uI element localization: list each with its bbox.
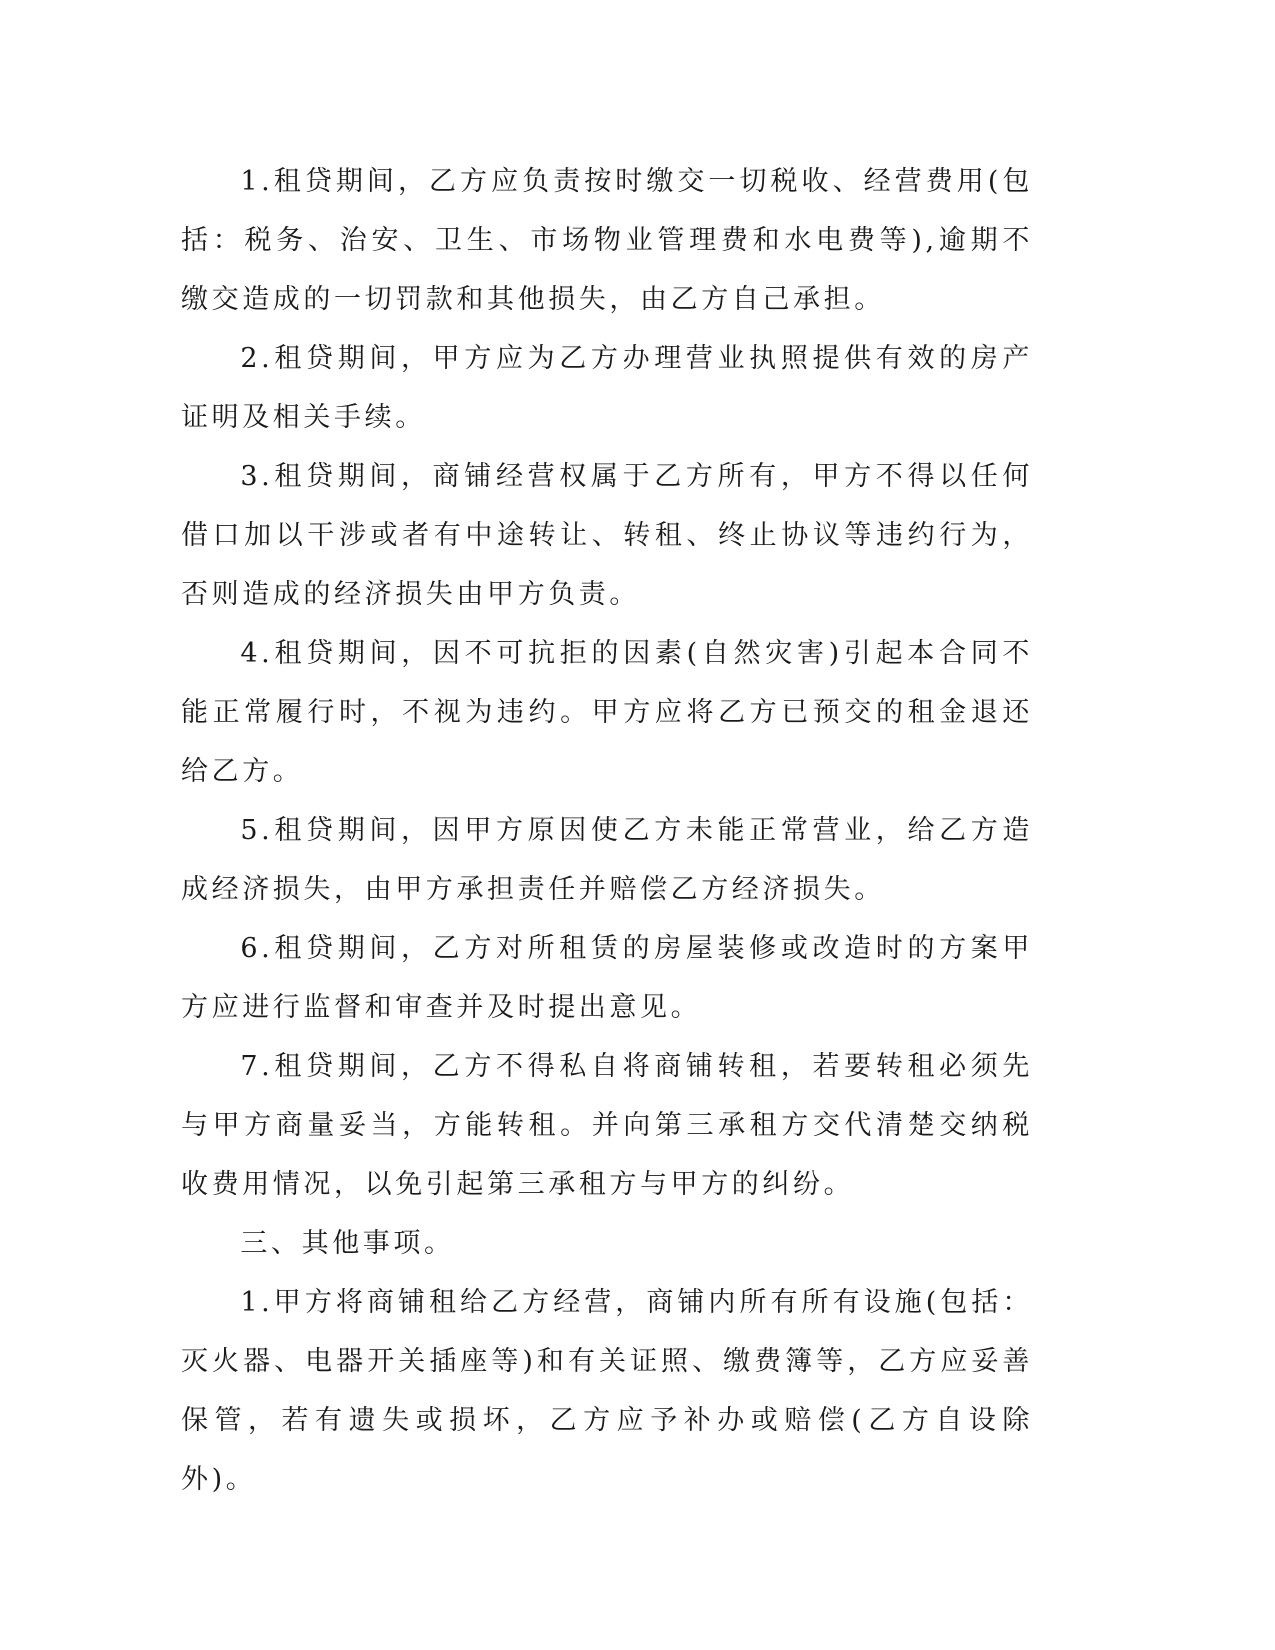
- section-heading-other-matters: 三、其他事项。: [240, 1228, 455, 1259]
- clause-1-taxes-fees: 1.租贷期间，乙方应负责按时缴交一切税收、经营费用(包括：税务、治安、卫生、市场物业管理费和水电费等),逾期不缴交造成的一切罚款和其他损失，由乙方自己承担。: [181, 166, 1033, 315]
- clause-4-force-majeure: 4.租贷期间，因不可抗拒的因素(自然灾害)引起本合同不能正常履行时，不视为违约。甲方应将乙方已预交的租金退还给乙方。: [181, 638, 1033, 787]
- clause-3-operating-rights: 3.租贷期间，商铺经营权属于乙方所有，甲方不得以任何借口加以干涉或者有中途转让、转租、终止协议等违约行为，否则造成的经济损失由甲方负责。: [181, 461, 1033, 610]
- clause-5-landlord-liability: 5.租贷期间，因甲方原因使乙方未能正常营业，给乙方造成经济损失，由甲方承担责任并赔偿乙方经济损失。: [181, 815, 1033, 905]
- clause-7-subletting: 7.租贷期间，乙方不得私自将商铺转租，若要转租必须先与甲方商量妥当，方能转租。并向第三承租方交代清楚交纳税收费用情况，以免引起第三承租方与甲方的纠纷。: [181, 1051, 1033, 1200]
- document-body: [181, 152, 1033, 1509]
- other-clause-1-facilities: 1.甲方将商铺租给乙方经营，商铺内所有所有设施(包括：灭火器、电器开关插座等)和有关证照、缴费簿等，乙方应妥善保管，若有遗失或损坏，乙方应予补办或赔偿(乙方自设除外)。: [181, 1287, 1033, 1495]
- clause-6-renovation-review: 6.租贷期间，乙方对所租赁的房屋装修或改造时的方案甲方应进行监督和审查并及时提出意见。: [181, 933, 1033, 1023]
- clause-2-business-license: 2.租贷期间，甲方应为乙方办理营业执照提供有效的房产证明及相关手续。: [181, 343, 1033, 433]
